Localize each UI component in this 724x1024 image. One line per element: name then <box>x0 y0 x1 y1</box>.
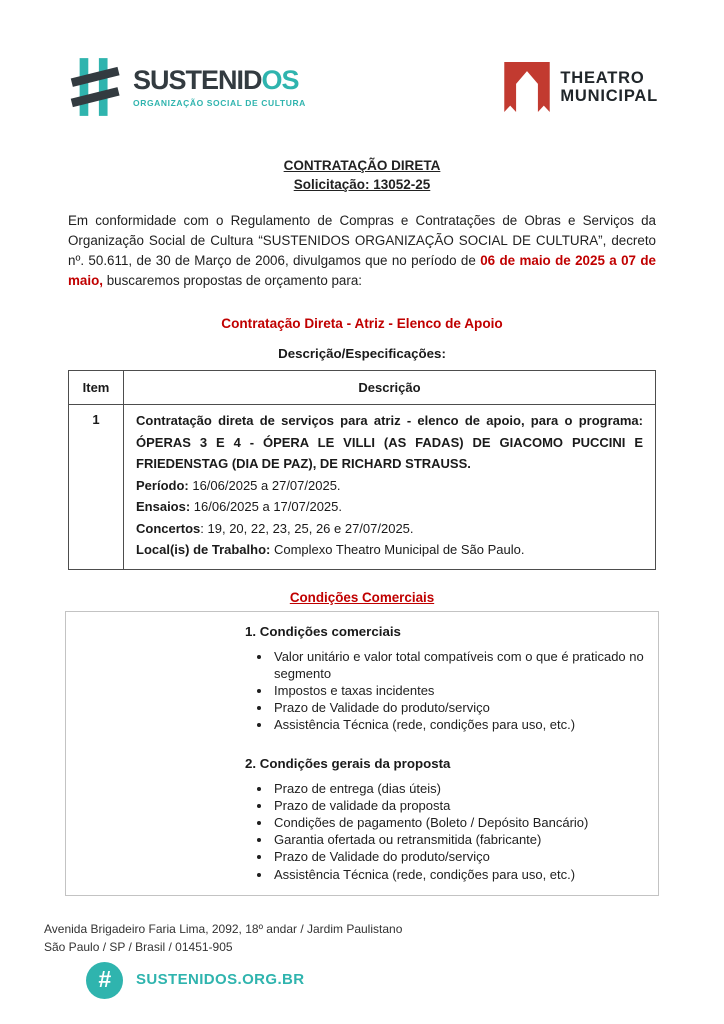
theatro-wordmark <box>560 69 658 106</box>
item-cell: 1 <box>69 405 124 570</box>
bullet-item: • Prazo de Validade do produto/serviço <box>272 848 644 865</box>
condition-section-1-list <box>245 648 644 734</box>
hash-circle-icon: # <box>86 962 123 999</box>
table-row <box>69 405 656 570</box>
conditions-heading: Condições Comerciais <box>289 589 435 605</box>
intro-part1: Em conformidade com o Regulamento de Compras e Contratações de Obras e Serviços da Organização Social de Cultura “SUSTENIDOS ORGANIZAÇÃO SOCIAL DE CULTURA”, decreto nº. 50.611, de 30 de Março de 2006, divulgamos que no período de <box>68 213 656 268</box>
header <box>0 0 724 118</box>
intro-paragraph <box>68 211 656 291</box>
sustenidos-name-teal: OS <box>261 64 299 95</box>
bullet-item: • Assistência Técnica (rede, condições para uso, etc.) <box>272 716 644 733</box>
sustenidos-hash-icon <box>70 56 122 118</box>
doc-title <box>0 156 724 194</box>
theatro-municipal-logo <box>504 62 658 112</box>
field-local-trabalho: Local(is) de Trabalho: Complexo Theatro Municipal de São Paulo. <box>136 542 525 557</box>
condition-section-2-list <box>245 780 644 883</box>
table-header-row <box>69 371 656 405</box>
theatro-line1: THEATRO <box>560 68 645 87</box>
spec-table <box>68 370 656 570</box>
bullet-item: • Prazo de Validade do produto/serviço <box>272 699 644 716</box>
intro-part2: buscaremos propostas de orçamento para: <box>102 273 363 288</box>
bullet-item: • Valor unitário e valor total compatíveis com o que é praticado no segmento <box>272 648 644 682</box>
footer-site-text: SUSTENIDOS.ORG.BR <box>136 970 305 988</box>
field-periodo: Período: 16/06/2025 a 27/07/2025. <box>136 477 341 493</box>
field-ensaios: Ensaios: 16/06/2025 a 17/07/2025. <box>136 499 342 514</box>
condition-section-1-title: 1. Condições comerciais <box>245 623 401 639</box>
bullet-item: • Prazo de entrega (dias úteis) <box>272 780 644 797</box>
theatro-arch-icon <box>504 62 550 112</box>
bullet-item: • Condições de pagamento (Boleto / Depósito Bancário) <box>272 814 644 831</box>
footer-address-line2: São Paulo / SP / Brasil / 01451-905 <box>44 940 233 955</box>
subject-heading: Contratação Direta - Atriz - Elenco de Apoio <box>221 316 503 331</box>
bullet-item: • Impostos e taxas incidentes <box>272 682 644 699</box>
sustenidos-logo <box>70 56 306 118</box>
description-cell <box>124 405 656 570</box>
theatro-line2: MUNICIPAL <box>560 87 658 105</box>
footer <box>44 920 724 999</box>
sustenidos-wordmark <box>133 64 306 108</box>
column-header-item: Item <box>69 371 124 405</box>
intro-dates-highlight: 06 de maio de 2025 a 07 de maio, <box>68 253 656 288</box>
doc-title-line2: Solicitação: 13052-25 <box>293 177 431 192</box>
field-concertos: Concertos: 19, 20, 22, 23, 25, 26 e 27/07/2025. <box>136 520 414 536</box>
doc-title-line1: CONTRATAÇÃO DIRETA <box>283 158 441 173</box>
bullet-item: • Assistência Técnica (rede, condições para uso, etc.) <box>272 866 644 883</box>
sustenidos-tagline: ORGANIZAÇÃO SOCIAL DE CULTURA <box>133 97 306 108</box>
footer-address-line1: Avenida Brigadeiro Faria Lima, 2092, 18º andar / Jardim Paulistano <box>44 921 403 936</box>
conditions-box <box>65 611 659 896</box>
sustenidos-name-dark: SUSTENID <box>133 64 262 95</box>
condition-section-2-title: 2. Condições gerais da proposta <box>245 755 451 771</box>
description-program: Contratação direta de serviços para atriz - elenco de apoio, para o programa: ÓPERAS 3 E 4 - ÓPERA LE VILLI (AS FADAS) DE GIACOMO PUCCINI E FRIEDENSTAG (DIA DE PAZ), DE RICHARD STRAUSS. <box>136 413 643 471</box>
column-header-descricao: Descrição <box>124 371 656 405</box>
spec-heading: Descrição/Especificações: <box>278 346 446 361</box>
bullet-item: • Prazo de validade da proposta <box>272 797 644 814</box>
bullet-item: • Garantia ofertada ou retransmitida (fabricante) <box>272 831 644 848</box>
footer-logo <box>86 962 724 999</box>
